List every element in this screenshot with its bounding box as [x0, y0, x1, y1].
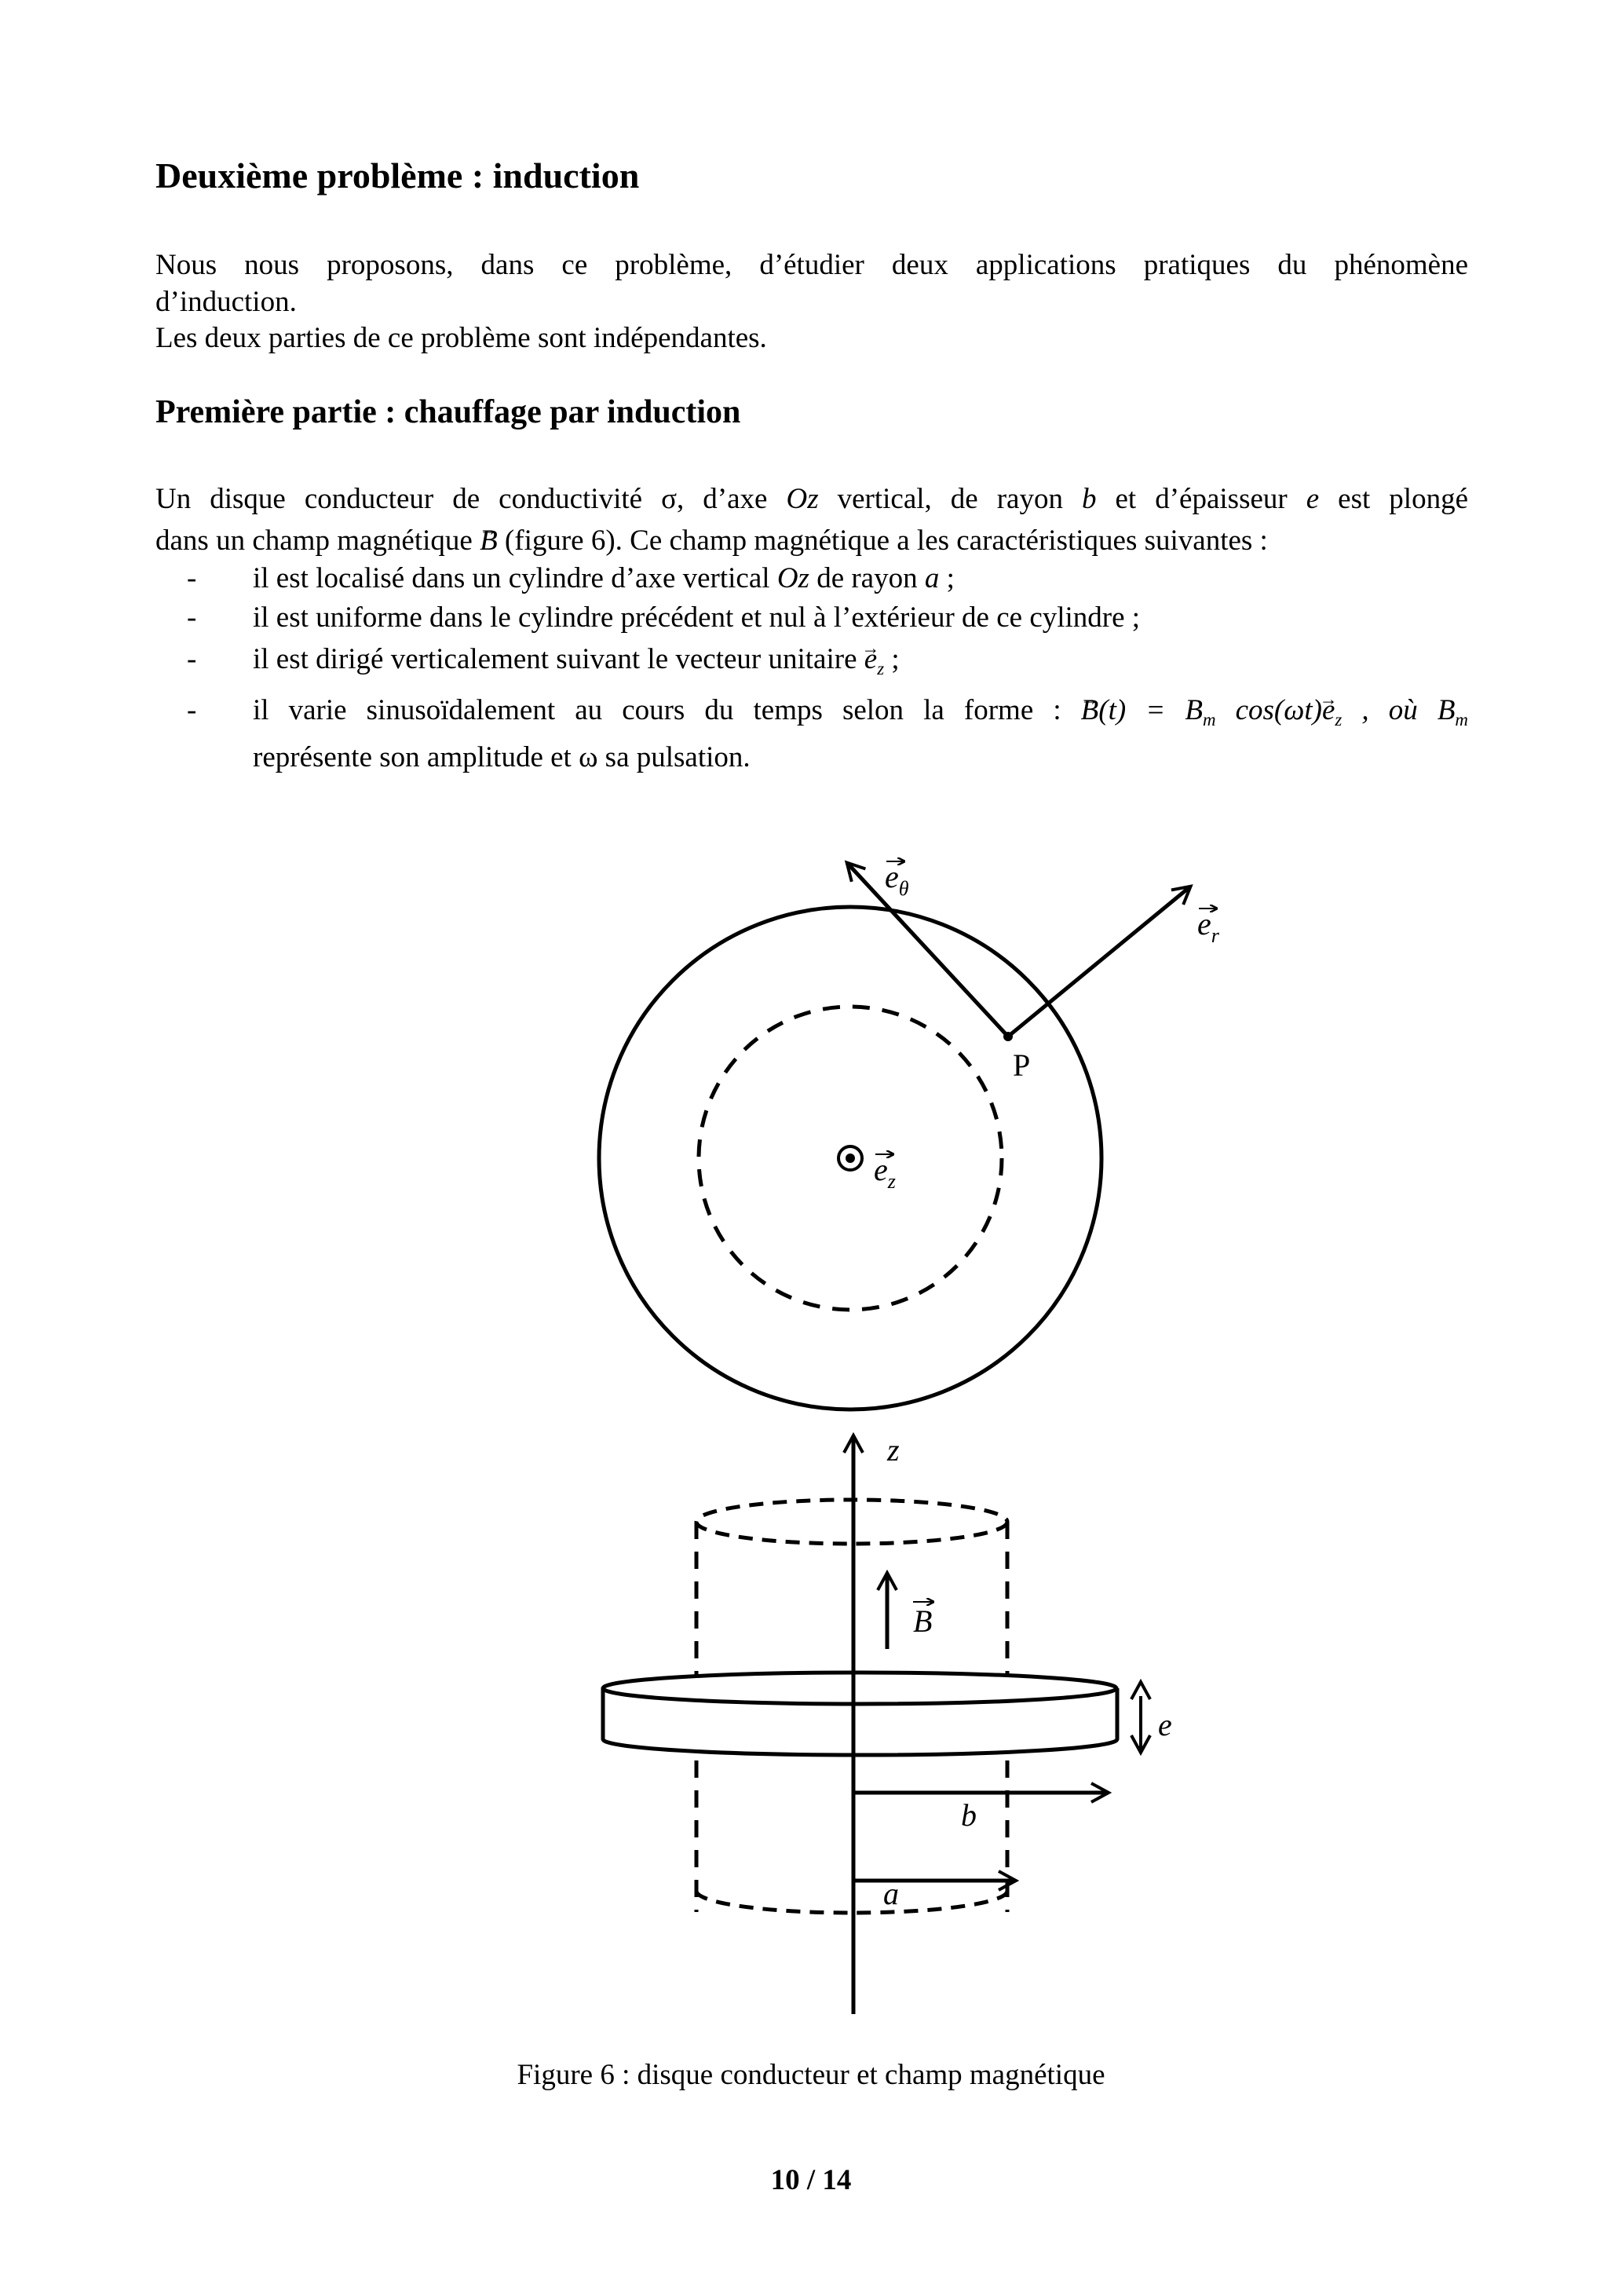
- text-run: il varie sinusoïdalement au cours du temps selon la forme :: [253, 694, 1081, 726]
- bullet-dash: -: [187, 601, 197, 634]
- subscript: z: [877, 659, 885, 679]
- bullet-dash: -: [187, 694, 197, 726]
- text-run: ;: [884, 643, 900, 675]
- e-r-label: $e_r$: [1197, 906, 1219, 947]
- text-run: il est dirigé verticalement suivant le vecteur unitaire: [253, 643, 864, 675]
- out-of-page-dot: [846, 1153, 855, 1163]
- text-run: vertical, de rayon: [818, 483, 1082, 515]
- intro-line-2: d’induction.: [155, 286, 297, 318]
- subscript: m: [1202, 710, 1216, 730]
- thickness-label: e: [1158, 1707, 1172, 1742]
- subscript: z: [1335, 710, 1343, 730]
- bullet-4-continuation: représente son amplitude et ω sa pulsation.: [253, 741, 751, 773]
- text-run: et d’épaisseur: [1096, 483, 1306, 515]
- vector-B: → B: [1081, 691, 1099, 730]
- formula-run: (t) = B: [1098, 694, 1203, 726]
- text-run: est plongé: [1319, 483, 1469, 515]
- point-P-dot: [1003, 1032, 1013, 1041]
- vector-e: → e: [864, 640, 877, 679]
- disk-top-face: [603, 1673, 1116, 1704]
- text-run: dans un champ magnétique: [155, 525, 480, 557]
- radius-b-label: b: [961, 1797, 977, 1833]
- part-title: Première partie : chauffage par induction: [155, 394, 741, 430]
- text-run: ;: [939, 562, 955, 594]
- e-z-label: $e_z$: [874, 1152, 896, 1193]
- point-P-label: P: [1013, 1047, 1031, 1083]
- e-theta-label: $e_\theta$: [885, 859, 909, 900]
- intro-line-1: Nous nous proposons, dans ce problème, d’étudier deux applications pratiques du phénomène: [155, 249, 1468, 281]
- text-run: (figure 6). Ce champ magnétique a les caractéristiques suivantes :: [497, 525, 1268, 557]
- z-axis-label: z: [887, 1432, 900, 1468]
- e-r-arrow: [1008, 887, 1189, 1036]
- bullet-dash: -: [187, 562, 197, 594]
- intro-line-3: Les deux parties de ce problème sont indépendantes.: [155, 322, 767, 354]
- figure-caption: Figure 6 : disque conducteur et champ magnétique: [517, 2059, 1105, 2091]
- axis-symbol: Oz: [776, 562, 809, 594]
- radius-a-symbol: a: [924, 562, 940, 594]
- formula-run: cos(ωt): [1215, 694, 1322, 726]
- thickness-symbol: e: [1306, 483, 1320, 515]
- bullet-2: il est uniforme dans le cylindre précédent et nul à l’extérieur de ce cylindre ;: [253, 601, 1141, 634]
- formula-run: , où B: [1342, 694, 1456, 726]
- page-number: 10 / 14: [770, 2164, 852, 2196]
- axis-symbol: Oz: [786, 483, 819, 515]
- e-theta-arrow: [848, 864, 1008, 1036]
- text-run: de rayon: [809, 562, 925, 594]
- text-run: il est localisé dans un cylindre d’axe vertical: [253, 562, 777, 594]
- section-title: Deuxième problème : induction: [155, 155, 640, 196]
- text-run: Un disque conducteur de conductivité σ, d’axe: [155, 483, 787, 515]
- radius-b-symbol: b: [1082, 483, 1097, 515]
- subscript: m: [1455, 710, 1468, 730]
- vector-B: → B: [480, 521, 498, 561]
- bullet-dash: -: [187, 643, 197, 675]
- radius-a-label: a: [883, 1876, 899, 1911]
- B-label: B: [913, 1603, 933, 1639]
- vector-e: → e: [1322, 691, 1335, 730]
